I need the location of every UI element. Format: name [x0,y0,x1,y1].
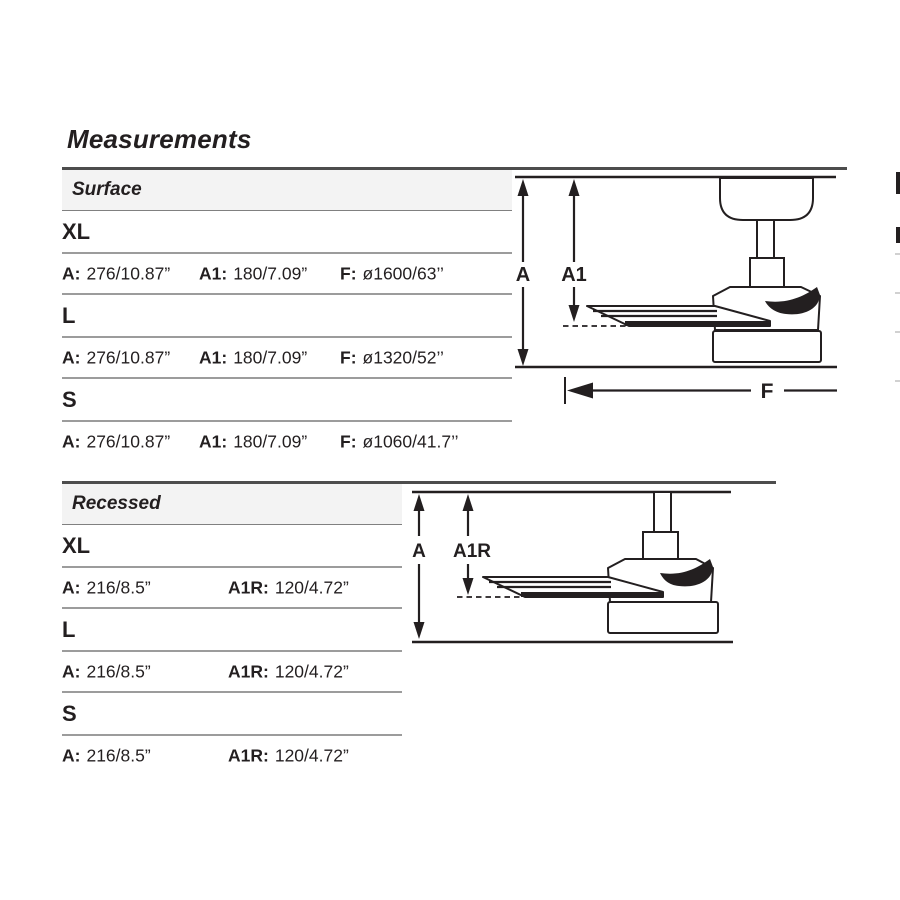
surface-table-header [62,170,512,211]
spec-a: A: 276/10.87” [62,347,171,367]
lower-housing [713,331,821,362]
downrod [757,220,774,258]
spec-a1r: A1R: 120/4.72” [228,577,349,597]
surface-specs-xl [62,254,512,295]
downrod [654,492,671,532]
recessed-spec-table [62,484,402,775]
dim-label-a: A [412,541,426,562]
clipped-rule-fragment [895,292,900,294]
spec-a: A: 216/8.5” [62,745,151,765]
page-title: Measurements [67,124,252,154]
size-label: XL [62,532,91,558]
spec-f: F: ø1320/52’’ [340,347,444,367]
spec-f: F: ø1060/41.7’’ [340,431,459,451]
surface-size-l [62,295,512,338]
downrod-coupler [643,532,678,559]
size-label: S [62,700,77,726]
downrod-coupler [750,258,784,288]
clipped-rule-fragment [895,331,900,333]
dim-label-a1: A1 [561,264,587,286]
dim-label-f: F [760,380,774,403]
spec-a: A: 216/8.5” [62,577,151,597]
surface-spec-table [62,170,512,461]
recessed-diagram [405,478,750,658]
spec-f: F: ø1600/63’’ [340,263,444,283]
recessed-specs-xl [62,568,402,609]
surface-diagram [505,165,850,410]
size-label: XL [62,218,91,244]
dimension-arrow-a [414,494,425,639]
recessed-size-l [62,609,402,652]
dimension-arrow-a1 [569,179,580,322]
spec-a: A: 216/8.5” [62,661,151,681]
recessed-table-header [62,484,402,525]
size-label: S [62,386,77,412]
spec-a1: A1: 180/7.09” [199,347,308,367]
lower-housing [608,602,718,633]
recessed-size-xl [62,525,402,568]
clipped-rule-fragment [895,253,900,255]
surface-specs-l [62,338,512,379]
spec-a1: A1: 180/7.09” [199,431,308,451]
spec-a1: A1: 180/7.09” [199,263,308,283]
surface-size-s [62,379,512,422]
dim-label-a1r: A1R [452,541,492,562]
surface-header-label: Surface [72,179,142,200]
spec-a: A: 276/10.87” [62,431,171,451]
clipped-content-fragment [896,227,900,243]
recessed-header-label: Recessed [72,493,161,514]
spec-a1r: A1R: 120/4.72” [228,745,349,765]
surface-specs-s [62,422,512,461]
recessed-specs-s [62,736,402,775]
surface-size-xl [62,211,512,254]
spec-a: A: 276/10.87” [62,263,171,283]
canopy [720,178,813,220]
recessed-specs-l [62,652,402,693]
recessed-size-s [62,693,402,736]
dim-label-a: A [515,264,531,286]
size-label: L [62,616,76,642]
size-label: L [62,302,76,328]
clipped-rule-fragment [895,380,900,382]
clipped-content-fragment [896,172,900,194]
dimension-line-f [565,377,837,404]
spec-a1r: A1R: 120/4.72” [228,661,349,681]
